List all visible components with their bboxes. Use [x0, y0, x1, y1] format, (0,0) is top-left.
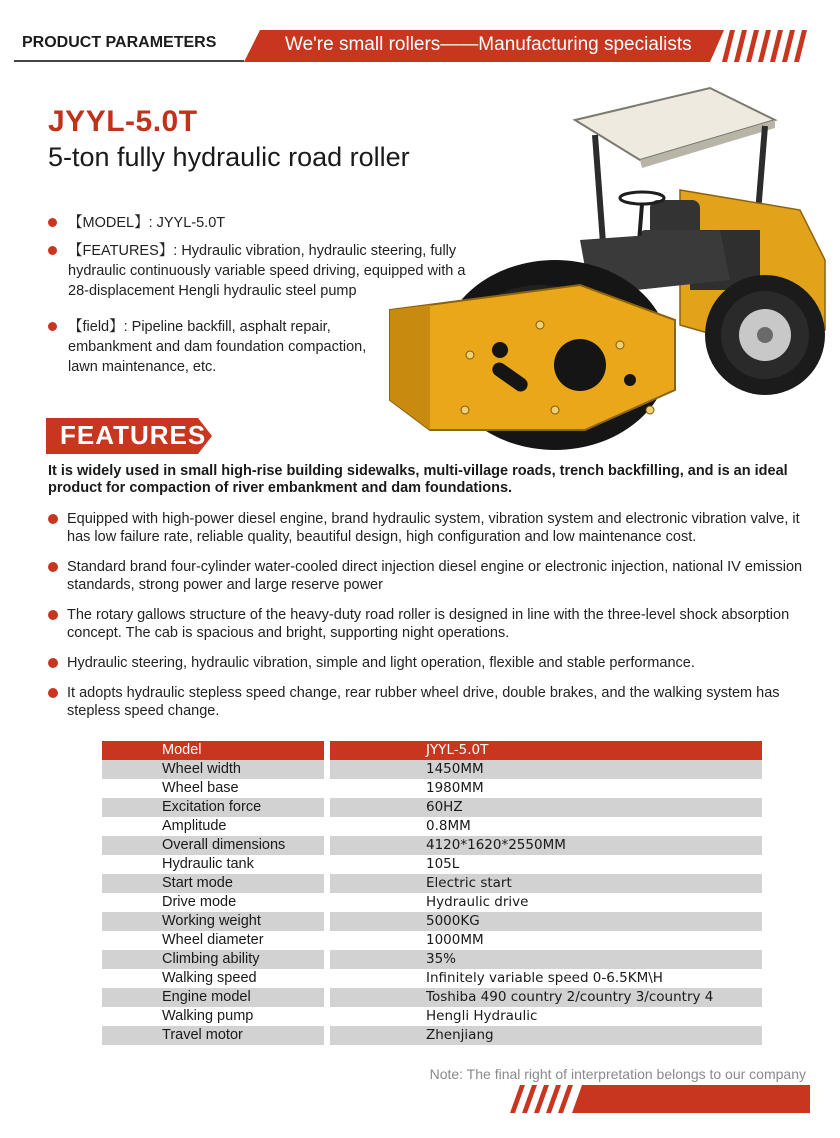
spec-header-param: Model — [102, 741, 324, 760]
table-row — [102, 969, 762, 988]
road-roller-image — [380, 80, 830, 460]
spec-value: 105L — [330, 855, 762, 874]
spec-value: 0.8MM — [330, 817, 762, 836]
spec-table-header — [102, 741, 762, 760]
bullet-dot-icon — [48, 658, 58, 668]
bullet-dot-icon — [48, 246, 57, 255]
spec-value: 60HZ — [330, 798, 762, 817]
footer-decorative-stripes — [510, 1085, 810, 1113]
table-row — [102, 855, 762, 874]
spec-param: Wheel base — [102, 779, 324, 798]
spec-param: Wheel width — [102, 760, 324, 779]
spec-param: Walking pump — [102, 1007, 324, 1026]
table-row — [102, 817, 762, 836]
list-item: Standard brand four-cylinder water-cooled direct injection diesel engine or electronic injection, national IV emission standards, strong power and large reserve power — [48, 558, 808, 594]
spec-value: 1450MM — [330, 760, 762, 779]
spec-table — [102, 741, 762, 1045]
table-row — [102, 798, 762, 817]
table-row — [102, 760, 762, 779]
bullet-dot-icon — [48, 562, 58, 572]
features-heading: FEATURES — [60, 420, 207, 450]
bullet-dot-icon — [48, 610, 58, 620]
table-row — [102, 950, 762, 969]
spec-param: Wheel diameter — [102, 931, 324, 950]
bullet-field: 【field】: Pipeline backfill, asphalt repair, embankment and dam foundation compaction, lawn maintenance, etc. — [48, 317, 388, 377]
spec-value: 1980MM — [330, 779, 762, 798]
spec-header-value: JYYL-5.0T — [330, 741, 762, 760]
features-list — [48, 510, 808, 732]
spec-param: Climbing ability — [102, 950, 324, 969]
features-intro: It is widely used in small high-rise building sidewalks, multi-village roads, trench backfilling, and is an ideal product for compaction of river embankment and dam foundations. — [48, 463, 788, 496]
product-subtitle: 5-ton fully hydraulic road roller — [48, 142, 410, 172]
spec-value: 35% — [330, 950, 762, 969]
spec-param: Excitation force — [102, 798, 324, 817]
spec-value: 4120*1620*2550MM — [330, 836, 762, 855]
spec-param: Walking speed — [102, 969, 324, 988]
list-item: Hydraulic steering, hydraulic vibration, simple and light operation, flexible and stable performance. — [48, 654, 808, 672]
table-row — [102, 874, 762, 893]
spec-param: Start mode — [102, 874, 324, 893]
spec-value: Zhenjiang — [330, 1026, 762, 1045]
spec-value: Infinitely variable speed 0-6.5KM\H — [330, 969, 762, 988]
table-row — [102, 1007, 762, 1026]
bullet-dot-icon — [48, 322, 57, 331]
list-item: The rotary gallows structure of the heavy-duty road roller is designed in line with the three-level shock absorption concept. The cab is spacious and bright, supporting night operations. — [48, 606, 808, 642]
bullet-features: 【FEATURES】: Hydraulic vibration, hydraulic steering, fully hydraulic continuously variable speed driving, equipped with a 28-displacement Hengli hydraulic steel pump — [48, 241, 468, 301]
bullet-dot-icon — [48, 218, 57, 227]
bullet-dot-icon — [48, 688, 58, 698]
section-label-underline — [14, 60, 244, 62]
table-row — [102, 931, 762, 950]
table-row — [102, 779, 762, 798]
product-model-title: JYYL-5.0T — [48, 105, 198, 138]
table-row — [102, 988, 762, 1007]
spec-value: 5000KG — [330, 912, 762, 931]
slogan-text: We're small rollers——Manufacturing specialists — [285, 34, 692, 55]
spec-param: Drive mode — [102, 893, 324, 912]
table-row — [102, 912, 762, 931]
bullet-dot-icon — [48, 514, 58, 524]
spec-value: Hengli Hydraulic — [330, 1007, 762, 1026]
spec-value: Electric start — [330, 874, 762, 893]
table-row — [102, 1026, 762, 1045]
spec-param: Overall dimensions — [102, 836, 324, 855]
spec-value: Toshiba 490 country 2/country 3/country 4 — [330, 988, 762, 1007]
decorative-stripes — [722, 30, 814, 62]
list-item: It adopts hydraulic stepless speed change, rear rubber wheel drive, double brakes, and the walking system has stepless speed change. — [48, 684, 808, 720]
table-row — [102, 836, 762, 855]
table-row — [102, 893, 762, 912]
section-label: PRODUCT PARAMETERS — [22, 34, 217, 51]
bullet-model: 【MODEL】: JYYL-5.0T — [48, 213, 468, 233]
spec-param: Working weight — [102, 912, 324, 931]
spec-param: Engine model — [102, 988, 324, 1007]
spec-param: Amplitude — [102, 817, 324, 836]
spec-param: Travel motor — [102, 1026, 324, 1045]
list-item: Equipped with high-power diesel engine, brand hydraulic system, vibration system and electronic vibration valve, it has low failure rate, reliable quality, beautiful design, high configuration and low maintenance cost. — [48, 510, 808, 546]
spec-value: 1000MM — [330, 931, 762, 950]
spec-param: Hydraulic tank — [102, 855, 324, 874]
spec-value: Hydraulic drive — [330, 893, 762, 912]
footer-note: Note: The final right of interpretation belongs to our company — [429, 1066, 806, 1082]
